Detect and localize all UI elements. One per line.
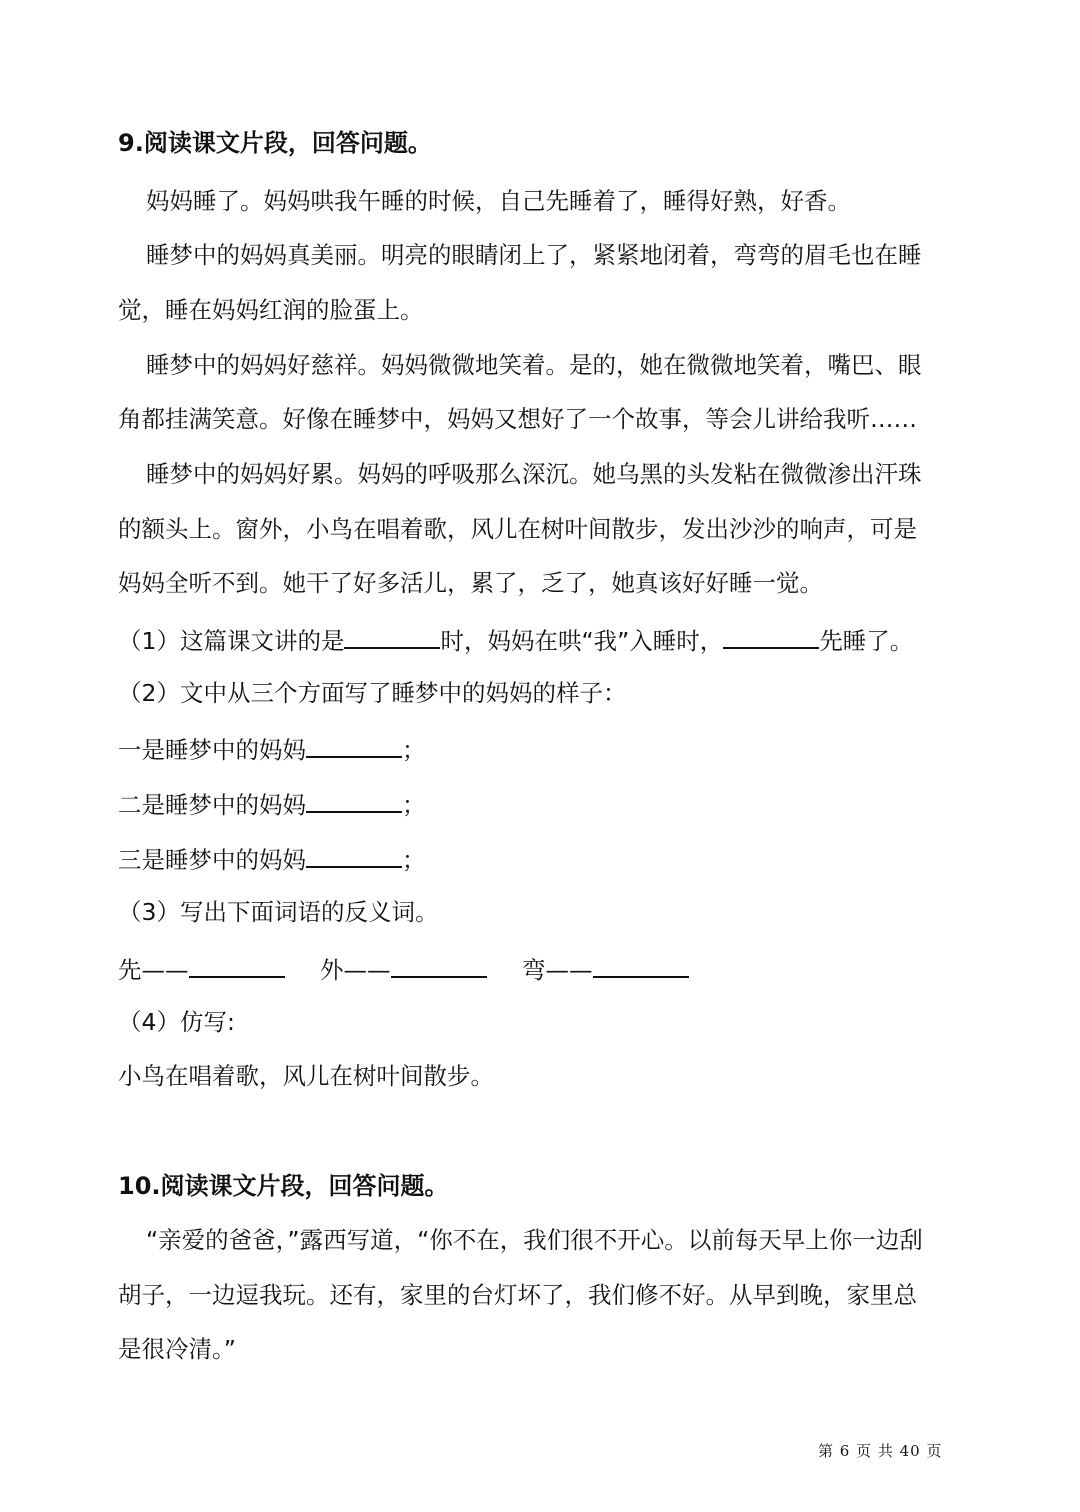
answer-blank[interactable] (344, 623, 440, 649)
question-9-2-item-1 (118, 732, 978, 765)
item-end: ； (402, 736, 426, 764)
question-9-1 (118, 623, 978, 656)
question-9-4-stem: （4）仿写: (118, 1008, 235, 1036)
question-9-2-item-3 (118, 842, 978, 875)
question-9-4-example: 小鸟在唱着歌，风儿在树叶间散步。 (118, 1062, 494, 1090)
antonym-word: 弯—— (522, 956, 593, 984)
page-number: 第 6 页 共 40 页 (818, 1442, 943, 1460)
question-9-3-stem: （3）写出下面词语的反义词。 (118, 898, 439, 926)
passage-9-line-4: 睡梦中的妈妈好慈祥。妈妈微微地笑着。是的，她在微微地笑着，嘴巴、眼 (146, 351, 922, 379)
question-9-2-stem: （2）文中从三个方面写了睡梦中的妈妈的样子： (118, 679, 627, 707)
passage-9-line-8: 妈妈全听不到。她干了好多活儿，累了，乏了，她真该好好睡一觉。 (118, 569, 823, 597)
q1-text-part2: 时，妈妈在哄“我”入睡时， (440, 627, 724, 655)
question-9-3-antonyms (118, 952, 978, 985)
passage-9-line-1: 妈妈睡了。妈妈哄我午睡的时候，自己先睡着了，睡得好熟，好香。 (146, 187, 851, 215)
item-end: ； (402, 791, 426, 819)
passage-9-line-2: 睡梦中的妈妈真美丽。明亮的眼睛闭上了，紧紧地闭着，弯弯的眉毛也在睡 (146, 241, 922, 269)
answer-blank[interactable] (306, 787, 402, 813)
passage-10-line-3: 是很冷清。” (118, 1335, 236, 1363)
passage-9-line-6: 睡梦中的妈妈好累。妈妈的呼吸那么深沉。她乌黑的头发粘在微微渗出汗珠 (146, 460, 922, 488)
antonym-item-3 (522, 952, 689, 985)
answer-blank[interactable] (306, 732, 402, 758)
q1-text-part1: （1）这篇课文讲的是 (118, 627, 345, 655)
answer-blank[interactable] (306, 842, 402, 868)
question-9-title: 9.阅读课文片段，回答问题。 (118, 129, 432, 157)
passage-9-line-5: 角都挂满笑意。好像在睡梦中，妈妈又想好了一个故事，等会儿讲给我听…… (118, 405, 917, 433)
passage-9-line-3: 觉，睡在妈妈红润的脸蛋上。 (118, 296, 424, 324)
answer-blank[interactable] (189, 952, 285, 978)
passage-10-line-2: 胡子，一边逗我玩。还有，家里的台灯坏了，我们修不好。从早到晚，家里总 (118, 1281, 917, 1309)
item-label: 二是睡梦中的妈妈 (118, 791, 306, 819)
answer-blank[interactable] (391, 952, 487, 978)
item-label: 三是睡梦中的妈妈 (118, 846, 306, 874)
antonym-item-2 (320, 952, 522, 985)
item-end: ； (402, 846, 426, 874)
item-label: 一是睡梦中的妈妈 (118, 736, 306, 764)
antonym-word: 先—— (118, 956, 189, 984)
answer-blank[interactable] (723, 623, 819, 649)
question-10-title: 10.阅读课文片段，回答问题。 (118, 1172, 449, 1200)
passage-10-line-1: “亲爱的爸爸，”露西写道，“你不在，我们很不开心。以前每天早上你一边刮 (146, 1226, 923, 1254)
antonym-word: 外—— (320, 956, 391, 984)
antonym-item-1 (118, 952, 320, 985)
question-9-2-item-2 (118, 787, 978, 820)
answer-blank[interactable] (593, 952, 689, 978)
passage-9-line-7: 的额头上。窗外，小鸟在唱着歌，风儿在树叶间散步，发出沙沙的响声，可是 (118, 515, 917, 543)
q1-text-part3: 先睡了。 (819, 627, 914, 655)
